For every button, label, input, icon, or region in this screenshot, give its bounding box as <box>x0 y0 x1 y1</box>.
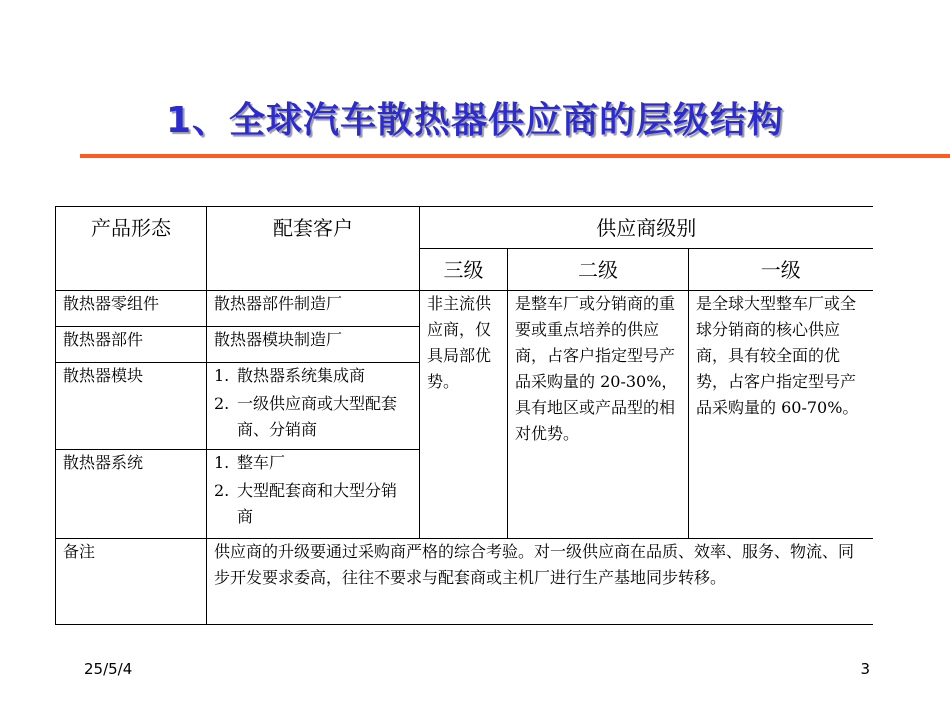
product-cell: 散热器部件 <box>56 327 207 363</box>
list-item <box>214 478 412 530</box>
customer-list <box>214 363 412 443</box>
page-number: 3 <box>860 660 870 678</box>
header-tier3: 三级 <box>420 249 508 291</box>
list-text: 一级供应商或大型配套商、分销商 <box>237 394 398 439</box>
header-tier2: 二级 <box>508 249 689 291</box>
tier3-description: 非主流供应商，仅具局部优势。 <box>420 291 508 539</box>
customer-cell <box>207 450 420 539</box>
header-supplier-level: 供应商级别 <box>420 207 873 249</box>
remark-row <box>56 539 873 625</box>
product-cell: 散热器零组件 <box>56 291 207 327</box>
product-cell: 散热器模块 <box>56 363 207 450</box>
footer-date: 25/5/4 <box>84 660 133 678</box>
tier1-description: 是全球大型整车厂或全球分销商的核心供应商，具有较全面的优势，占客户指定型号产品采购量的 60-70%。 <box>689 291 873 539</box>
tier2-description: 是整车厂或分销商的重要或重点培养的供应商，占客户指定型号产品采购量的 20-30%，具有地区或产品型的相对优势。 <box>508 291 689 539</box>
title-underline <box>80 154 950 158</box>
list-text: 大型配套商和大型分销商 <box>237 481 398 526</box>
header-tier1: 一级 <box>689 249 873 291</box>
list-number: 1. <box>214 453 230 472</box>
header-customer: 配套客户 <box>207 207 420 291</box>
list-number: 1. <box>214 366 230 385</box>
header-product-form: 产品形态 <box>56 207 207 291</box>
customer-cell: 散热器部件制造厂 <box>207 291 420 327</box>
list-number: 2. <box>214 481 230 500</box>
list-item <box>214 450 412 476</box>
list-number: 2. <box>214 394 230 413</box>
remark-text: 供应商的升级要通过采购商严格的综合考验。对一级供应商在品质、效率、服务、物流、同步开发要求委高，往往不要求与配套商或主机厂进行生产基地同步转移。 <box>207 539 873 625</box>
table-row <box>56 291 873 327</box>
list-item <box>214 391 412 443</box>
table-header-row <box>56 207 873 249</box>
customer-list <box>214 450 412 530</box>
product-cell: 散热器系统 <box>56 450 207 539</box>
remark-label: 备注 <box>56 539 207 625</box>
list-text: 整车厂 <box>237 453 286 472</box>
customer-cell: 散热器模块制造厂 <box>207 327 420 363</box>
supplier-tier-table <box>55 206 873 625</box>
slide-title: 1、全球汽车散热器供应商的层级结构 <box>165 100 785 141</box>
list-item <box>214 363 412 389</box>
customer-cell <box>207 363 420 450</box>
list-text: 散热器系统集成商 <box>237 366 366 385</box>
